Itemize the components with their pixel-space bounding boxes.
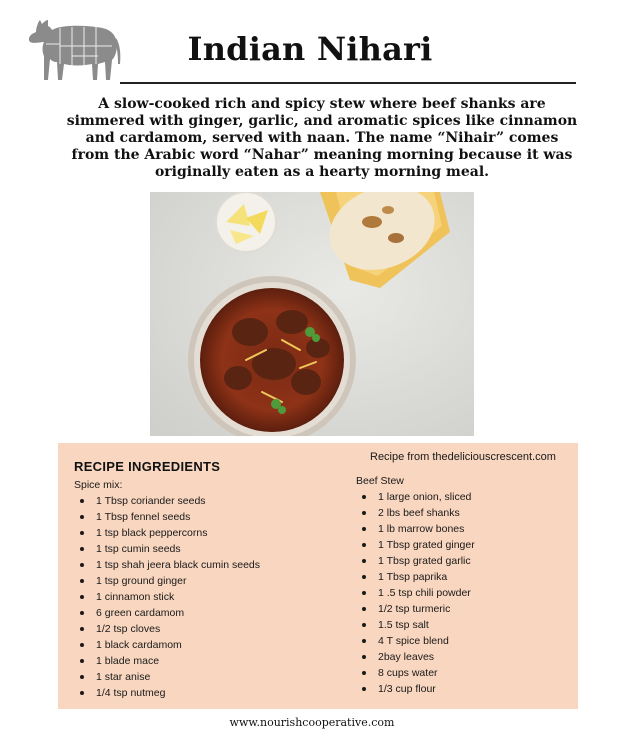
list-item: 1/2 tsp cloves [74, 621, 344, 637]
list-item: 1 tsp ground ginger [74, 573, 344, 589]
list-item: 1 .5 tsp chili powder [356, 585, 566, 601]
title-divider [120, 82, 576, 84]
list-item: 2bay leaves [356, 649, 566, 665]
nihari-photo [150, 192, 474, 436]
list-item: 6 green cardamom [74, 605, 344, 621]
list-item: 1 tsp cumin seeds [74, 541, 344, 557]
spice-mix-list [74, 493, 344, 701]
list-item: 1 Tbsp fennel seeds [74, 509, 344, 525]
list-item: 1 Tbsp coriander seeds [74, 493, 344, 509]
list-item: 8 cups water [356, 665, 566, 681]
list-item: 1 tsp shah jeera black cumin seeds [74, 557, 344, 573]
page-title: Indian Nihari [187, 30, 433, 68]
list-item: 1 Tbsp grated garlic [356, 553, 566, 569]
recipe-source: Recipe from thedeliciouscrescent.com [370, 451, 556, 463]
list-item: 1 star anise [74, 669, 344, 685]
spice-mix-title: Spice mix: [74, 479, 123, 491]
list-item: 4 T spice blend [356, 633, 566, 649]
list-item: 1 black cardamom [74, 637, 344, 653]
list-item: 1 Tbsp grated ginger [356, 537, 566, 553]
footer-url: www.nourishcooperative.com [229, 716, 395, 729]
list-item: 1/3 cup flour [356, 681, 566, 697]
list-item: 1 cinnamon stick [74, 589, 344, 605]
list-item: 1/2 tsp turmeric [356, 601, 566, 617]
spice-mix-column [74, 477, 344, 701]
list-item: 1 Tbsp paprika [356, 569, 566, 585]
beef-stew-title: Beef Stew [356, 475, 404, 487]
beef-stew-column [356, 473, 566, 697]
list-item: 1 large onion, sliced [356, 489, 566, 505]
list-item: 1 lb marrow bones [356, 521, 566, 537]
list-item: 2 lbs beef shanks [356, 505, 566, 521]
list-item: 1 tsp black peppercorns [74, 525, 344, 541]
beef-stew-list [356, 489, 566, 697]
list-item: 1/4 tsp nutmeg [74, 685, 344, 701]
list-item: 1.5 tsp salt [356, 617, 566, 633]
intro-paragraph: A slow-cooked rich and spicy stew where beef shanks are simmered with ginger, garlic, and aromatic spices like cinnamon and cardamom, served with naan. The name “Nihair” comes from the Arabic word “Nahar” meaning morning because it was originally eaten as a hearty morning meal. [66, 96, 578, 180]
ingredients-panel [58, 443, 578, 709]
cow-logo-icon [26, 10, 122, 84]
ingredients-heading: RECIPE INGREDIENTS [74, 459, 221, 474]
list-item: 1 blade mace [74, 653, 344, 669]
